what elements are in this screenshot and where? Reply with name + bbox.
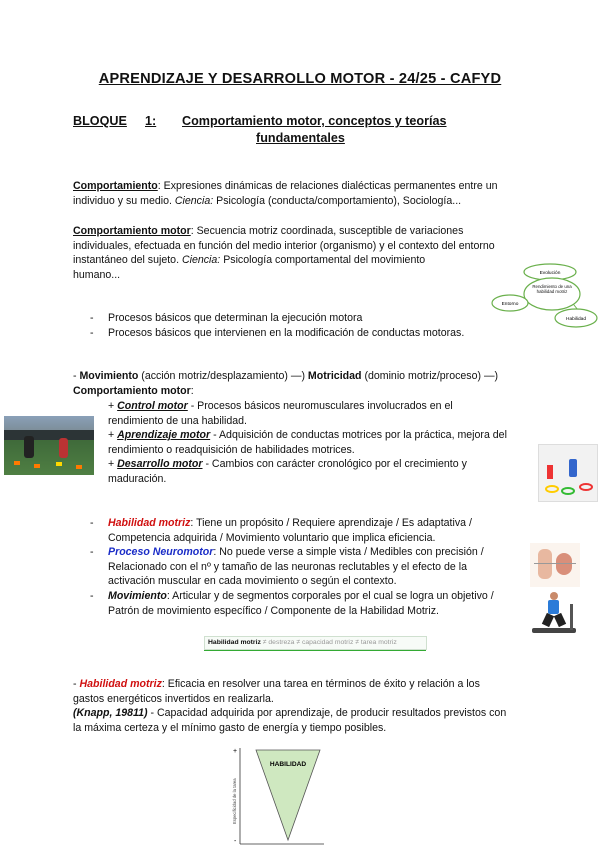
- diagram-top-label: Evolución: [539, 271, 561, 276]
- habilidad-motriz-definition: - Habilidad motriz: Eficacia en resolver una tarea en términos de éxito y relación a los gastos energéticos invertidos en realizarla.: [73, 678, 480, 705]
- diagram-left-label: Entorno: [501, 302, 519, 307]
- banner-underline: [204, 650, 426, 651]
- aprendizaje-motor-item: + Aprendizaje motor - Adquisición de conductas motrices por la práctica, mejora del rendimiento o readquisición de habilidades motrices.: [108, 429, 507, 456]
- training-photo: [4, 416, 94, 475]
- bullet-dash: -: [90, 517, 94, 529]
- muscle-anatomy-image: [530, 543, 580, 587]
- axis-minus: -: [234, 838, 237, 845]
- bloque-label: BLOQUE: [73, 114, 127, 128]
- habilidad-terms-banner: Habilidad motriz ≠ destreza ≠ capacidad motriz ≠ tarea motriz: [204, 636, 427, 650]
- kids-activity-photo: [538, 444, 598, 502]
- comportamiento-def: Comportamiento: Expresiones dinámicas de relaciones dialécticas permanentes entre un individuo y su medio. Ciencia: Psicología (conducta/comportamiento), Sociología...: [73, 180, 498, 207]
- movimiento-line: - Movimiento (acción motriz/desplazamiento) —) Motricidad (dominio motriz/proceso) —) Comportamiento motor:: [73, 370, 499, 397]
- procesos-item-2: Procesos básicos que intervienen en la modificación de conductas motoras.: [108, 327, 465, 339]
- treadmill-runner-image: [530, 590, 580, 636]
- page-title: APRENDIZAJE Y DESARROLLO MOTOR - 24/25 - CAFYD: [98, 71, 502, 87]
- habilidad-triangle-chart: [220, 744, 330, 848]
- control-motor-item: + Control motor - Procesos básicos neuromusculares involucrados en el rendimiento de una habilidad.: [108, 400, 453, 427]
- bullet-dash: -: [90, 312, 94, 324]
- comportamiento-term: Comportamiento: [73, 180, 158, 192]
- bullet-dash: -: [90, 590, 94, 602]
- desarrollo-motor-item: + Desarrollo motor - Cambios con carácter cronológico por el crecimiento y maduración.: [108, 458, 467, 485]
- comportamiento-motor-term: Comportamiento motor: [73, 225, 191, 237]
- knapp-definition: (Knapp, 19811) - Capacidad adquirida por aprendizaje, de producir resultados previstos con la máxima certeza y el mínimo gasto de energía y tiempo posibles.: [73, 707, 507, 734]
- comportamiento-motor-def: Comportamiento motor: Secuencia motriz coordinada, susceptible de variaciones individuales, efectuada en función del medio interior (organismo) y el contexto del entorno instantáneo del sujeto. Ciencia: Psicología comportamental del movimiento humano...: [73, 225, 495, 281]
- bullet-dash: -: [90, 327, 94, 339]
- proceso-neuromotor-def: Proceso Neuromotor: No puede verse a simple vista / Medibles con precisión / Relacionado con el nº y tamaño de las neuronas reclutables y el efecto de la activación muscular en cada movimiento o según el contexto.: [108, 546, 484, 588]
- diagram-center-label: Rendimiento de una habilidad motriz: [532, 284, 572, 294]
- diagram-right-label: Habilidad: [565, 317, 587, 322]
- movimiento-def: Movimiento: Articular y de segmentos corporales por el cual se logra un objetivo / Patrón de movimiento específico / Componente de la Habilidad Motriz.: [108, 590, 494, 617]
- bloque-title-line1: Comportamiento motor, conceptos y teorías: [182, 114, 447, 128]
- triangle-label: HABILIDAD: [269, 761, 307, 768]
- axis-plus: +: [233, 748, 238, 755]
- habilidad-motriz-def: Habilidad motriz: Tiene un propósito / Requiere aprendizaje / Es adaptativa / Competencia adquirida / Movimiento voluntario que implica eficiencia.: [108, 517, 472, 544]
- bloque-number: 1:: [145, 114, 157, 128]
- procesos-item-1: Procesos básicos que determinan la ejecución motora: [108, 312, 363, 324]
- y-axis-label: Especificidad de la tarea: [232, 778, 237, 824]
- bloque-title-line2: fundamentales: [256, 131, 345, 145]
- bullet-dash: -: [90, 546, 94, 558]
